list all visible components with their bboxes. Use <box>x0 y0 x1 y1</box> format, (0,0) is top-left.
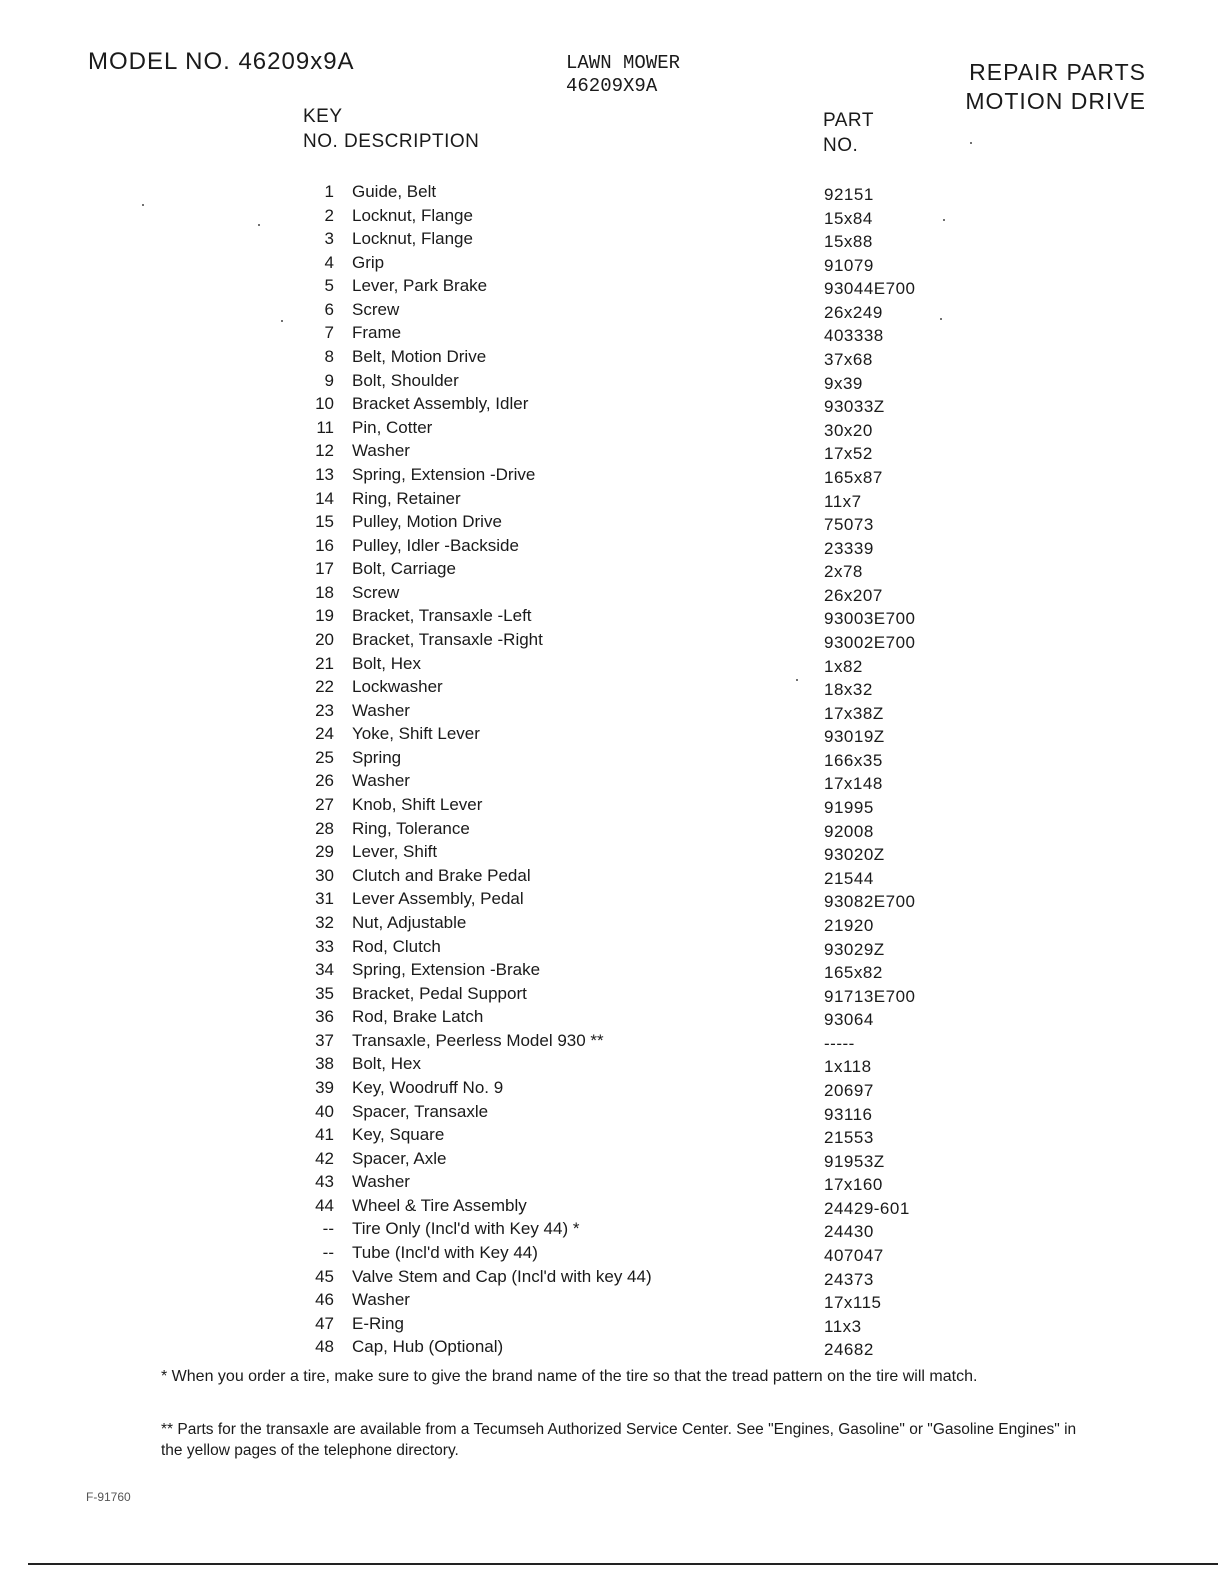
key-number: 31 <box>315 889 334 909</box>
part-description: Pin, Cotter <box>352 417 433 437</box>
part-description: Spring <box>352 747 402 767</box>
part-description: Bracket Assembly, Idler <box>352 394 529 414</box>
part-number: 17x38Z <box>824 703 884 723</box>
key-number: 39 <box>315 1077 334 1097</box>
scan-speck <box>940 318 942 320</box>
table-row <box>300 180 960 204</box>
table-row <box>300 251 960 275</box>
table-row <box>300 510 960 534</box>
column-header-part-line2: NO. <box>823 135 859 156</box>
key-number: 22 <box>315 677 334 697</box>
key-number: 38 <box>315 1054 334 1074</box>
table-row <box>300 581 960 605</box>
scan-speck <box>258 224 260 226</box>
part-number: 93029Z <box>824 939 885 959</box>
key-number: 46 <box>315 1290 334 1310</box>
key-number: 14 <box>315 488 334 508</box>
key-number: 23 <box>315 700 334 720</box>
table-row <box>300 699 960 723</box>
part-description: Washer <box>352 1172 410 1192</box>
key-number: 17 <box>315 559 334 579</box>
key-number: 25 <box>315 747 334 767</box>
column-header-part-line1: PART <box>823 110 874 131</box>
part-description: Belt, Motion Drive <box>352 347 487 367</box>
key-number: 1 <box>324 182 334 201</box>
part-number: 93003E700 <box>824 609 916 629</box>
part-description: Screw <box>352 299 400 319</box>
part-description: Washer <box>352 771 410 791</box>
part-number: 92008 <box>824 821 874 841</box>
scan-speck <box>943 219 945 221</box>
bottom-rule <box>28 1563 1218 1565</box>
part-description: Ring, Retainer <box>352 488 461 508</box>
key-number: 3 <box>324 229 334 249</box>
part-number: 15x88 <box>824 232 873 252</box>
part-description: Ring, Tolerance <box>352 818 470 838</box>
part-description: Washer <box>352 700 410 720</box>
part-description: Spring, Extension -Drive <box>352 464 536 484</box>
table-row <box>300 227 960 251</box>
key-number: 48 <box>315 1337 334 1357</box>
part-description: Wheel & Tire Assembly <box>352 1195 527 1215</box>
table-row <box>300 1076 960 1100</box>
section-title-line2: MOTION DRIVE <box>965 88 1146 114</box>
part-number: 37x68 <box>824 350 873 370</box>
part-number: 26x207 <box>824 585 883 605</box>
key-number: 20 <box>315 629 334 649</box>
product-name: LAWN MOWER <box>566 52 681 74</box>
part-description: Pulley, Idler -Backside <box>352 535 519 555</box>
part-description: Screw <box>352 582 400 602</box>
key-number: 12 <box>315 441 334 461</box>
section-title-line1: REPAIR PARTS <box>969 59 1146 85</box>
part-number: 21920 <box>824 915 874 935</box>
part-number: 91713E700 <box>824 986 916 1006</box>
part-number: 91953Z <box>824 1151 885 1171</box>
key-number: 2 <box>324 205 334 225</box>
key-number: 33 <box>315 936 334 956</box>
part-number: 93020Z <box>824 845 885 865</box>
part-description: Tire Only (Incl'd with Key 44) * <box>352 1219 580 1239</box>
table-row <box>300 1217 960 1241</box>
table-row <box>300 557 960 581</box>
part-number: 93019Z <box>824 727 885 747</box>
part-number: 93044E700 <box>824 279 916 299</box>
part-number: 18x32 <box>824 680 873 700</box>
part-description: Pulley, Motion Drive <box>352 512 502 532</box>
part-description: Bolt, Carriage <box>352 559 456 579</box>
table-row <box>300 321 960 345</box>
table-row <box>300 864 960 888</box>
table-row <box>300 534 960 558</box>
table-row <box>300 628 960 652</box>
key-number: 5 <box>324 276 334 296</box>
part-number: 165x87 <box>824 467 883 487</box>
part-description: Lever, Shift <box>352 842 438 862</box>
part-description: E-Ring <box>352 1313 404 1333</box>
table-row <box>300 746 960 770</box>
part-description: Bolt, Hex <box>352 653 421 673</box>
table-row <box>300 274 960 298</box>
part-description: Spacer, Axle <box>352 1148 447 1168</box>
key-number: 32 <box>315 912 334 932</box>
part-number: 92151 <box>824 185 874 204</box>
part-number: 21544 <box>824 868 874 888</box>
table-row <box>300 1241 960 1265</box>
key-number: 44 <box>315 1195 334 1215</box>
part-description: Bracket, Transaxle -Left <box>352 606 532 626</box>
key-number: 4 <box>324 252 334 272</box>
part-description: Rod, Brake Latch <box>352 1007 484 1027</box>
key-number: 11 <box>316 417 334 437</box>
table-row <box>300 604 960 628</box>
column-header-key: KEY <box>303 106 343 127</box>
part-description: Yoke, Shift Lever <box>352 724 480 744</box>
table-row <box>300 204 960 228</box>
part-number: 166x35 <box>824 750 883 770</box>
part-description: Clutch and Brake Pedal <box>352 865 531 885</box>
part-description: Lockwasher <box>352 677 443 697</box>
table-row <box>300 840 960 864</box>
part-number: 17x115 <box>824 1293 882 1313</box>
parts-list <box>300 180 960 1359</box>
table-row <box>300 1029 960 1053</box>
part-description: Rod, Clutch <box>352 936 441 956</box>
part-number: 407047 <box>824 1246 884 1266</box>
part-number: 2x78 <box>824 562 863 582</box>
part-description: Tube (Incl'd with Key 44) <box>352 1243 538 1263</box>
key-number: 35 <box>315 983 334 1003</box>
table-row <box>300 1265 960 1289</box>
key-number: 15 <box>315 512 334 532</box>
key-number: 9 <box>324 370 334 390</box>
key-number: 10 <box>315 394 334 414</box>
table-row <box>300 1312 960 1336</box>
part-number: 17x148 <box>824 774 883 794</box>
scan-speck <box>281 320 283 322</box>
part-number: 24430 <box>824 1222 874 1242</box>
table-row <box>300 416 960 440</box>
scan-speck <box>142 204 144 206</box>
key-number: 26 <box>315 771 334 791</box>
part-description: Bolt, Shoulder <box>352 370 459 390</box>
table-row <box>300 1194 960 1218</box>
part-number: 1x118 <box>824 1057 872 1077</box>
key-number: 24 <box>315 724 334 744</box>
key-number: 28 <box>315 818 334 838</box>
scan-speck <box>796 679 798 681</box>
table-row <box>300 392 960 416</box>
table-row <box>300 1335 960 1359</box>
part-number: 17x160 <box>824 1175 883 1195</box>
part-description: Bracket, Pedal Support <box>352 983 527 1003</box>
key-number: 16 <box>315 535 334 555</box>
key-number: 47 <box>315 1313 334 1333</box>
key-number: 18 <box>315 582 334 602</box>
part-number: 165x82 <box>824 963 883 983</box>
key-number: 29 <box>315 842 334 862</box>
column-header-part <box>823 108 874 158</box>
table-row <box>300 345 960 369</box>
transaxle-note: ** Parts for the transaxle are available from a Tecumseh Authorized Service Center. See "Engines, Gasoline" or "Gasoline Engines" in the yellow pages of the telephone directory. <box>161 1421 1077 1459</box>
table-row <box>300 675 960 699</box>
model-number: MODEL NO. 46209x9A <box>88 48 355 75</box>
part-number: 93082E700 <box>824 892 916 912</box>
table-row <box>300 369 960 393</box>
table-row <box>300 1288 960 1312</box>
key-number: 19 <box>315 606 334 626</box>
part-description: Valve Stem and Cap (Incl'd with key 44) <box>352 1266 652 1286</box>
key-number: 27 <box>315 795 334 815</box>
part-description: Spacer, Transaxle <box>352 1101 489 1121</box>
tire-note: * When you order a tire, make sure to give the brand name of the tire so that the tread pattern on the tire will match. <box>161 1368 978 1385</box>
part-description: Locknut, Flange <box>352 229 473 249</box>
table-row <box>300 1100 960 1124</box>
product-title <box>566 52 680 98</box>
part-number: 30x20 <box>824 420 873 440</box>
part-description: Bracket, Transaxle -Right <box>352 629 543 649</box>
part-number: 1x82 <box>824 656 863 676</box>
key-number: 8 <box>324 347 334 367</box>
key-number: 21 <box>315 653 334 673</box>
part-description: Frame <box>352 323 402 343</box>
part-number: 91079 <box>824 255 874 275</box>
part-description: Locknut, Flange <box>352 205 473 225</box>
key-number: 36 <box>315 1007 334 1027</box>
part-description: Washer <box>352 441 410 461</box>
product-model: 46209X9A <box>566 75 658 97</box>
scan-speck <box>970 142 972 144</box>
key-number: 13 <box>315 464 334 484</box>
key-number: -- <box>322 1243 334 1263</box>
key-number: 43 <box>315 1172 334 1192</box>
part-description: Grip <box>352 252 385 272</box>
part-number: 93033Z <box>824 397 885 417</box>
table-row <box>300 439 960 463</box>
part-number: 93064 <box>824 1010 874 1030</box>
part-number: 11x3 <box>824 1316 862 1336</box>
table-row <box>300 769 960 793</box>
part-number: 75073 <box>824 515 874 535</box>
part-number: 93116 <box>824 1104 873 1124</box>
key-number: 7 <box>324 323 334 343</box>
key-number: 30 <box>315 865 334 885</box>
part-description: Knob, Shift Lever <box>352 795 483 815</box>
table-row <box>300 935 960 959</box>
part-description: Nut, Adjustable <box>352 912 467 932</box>
part-number: 93002E700 <box>824 632 916 652</box>
section-title <box>958 58 1146 116</box>
key-number: 34 <box>315 960 334 980</box>
part-description: Transaxle, Peerless Model 930 ** <box>352 1030 604 1050</box>
key-number: 6 <box>324 299 334 319</box>
part-number: 17x52 <box>824 444 873 464</box>
part-description: Key, Woodruff No. 9 <box>352 1077 504 1097</box>
part-number: 24373 <box>824 1269 874 1289</box>
part-description: Key, Square <box>352 1125 445 1145</box>
table-row <box>300 1005 960 1029</box>
table-row <box>300 487 960 511</box>
part-description: Spring, Extension -Brake <box>352 960 541 980</box>
table-row <box>300 722 960 746</box>
part-number: 11x7 <box>824 491 862 511</box>
part-number: 24429-601 <box>824 1198 910 1218</box>
part-number: 403338 <box>824 326 884 346</box>
key-number: 41 <box>315 1125 334 1145</box>
part-number: 15x84 <box>824 208 873 228</box>
table-row <box>300 958 960 982</box>
table-row <box>300 463 960 487</box>
table-row <box>300 1147 960 1171</box>
table-row <box>300 1123 960 1147</box>
column-header-key-description: NO. DESCRIPTION <box>303 131 480 152</box>
document-code: F-91760 <box>86 1490 131 1504</box>
part-description: Bolt, Hex <box>352 1054 421 1074</box>
part-description: Guide, Belt <box>352 182 437 201</box>
table-row <box>300 1170 960 1194</box>
table-row <box>300 652 960 676</box>
part-number: 23339 <box>824 538 874 558</box>
key-number: 42 <box>315 1148 334 1168</box>
key-number: 37 <box>315 1030 334 1050</box>
part-number: 24682 <box>824 1340 874 1360</box>
table-row <box>300 793 960 817</box>
key-number: 40 <box>315 1101 334 1121</box>
part-number: ----- <box>824 1033 855 1053</box>
part-number: 21553 <box>824 1128 874 1148</box>
part-number: 9x39 <box>824 373 863 393</box>
part-description: Lever Assembly, Pedal <box>352 889 524 909</box>
part-number: 91995 <box>824 798 874 818</box>
part-number: 26x249 <box>824 302 883 322</box>
table-row <box>300 911 960 935</box>
table-row <box>300 982 960 1006</box>
part-number: 20697 <box>824 1080 874 1100</box>
part-description: Cap, Hub (Optional) <box>352 1337 504 1357</box>
table-row <box>300 298 960 322</box>
key-number: -- <box>322 1219 334 1239</box>
table-row <box>300 817 960 841</box>
part-description: Lever, Park Brake <box>352 276 488 296</box>
part-description: Washer <box>352 1290 410 1310</box>
table-row <box>300 887 960 911</box>
key-number: 45 <box>315 1266 334 1286</box>
table-row <box>300 1052 960 1076</box>
